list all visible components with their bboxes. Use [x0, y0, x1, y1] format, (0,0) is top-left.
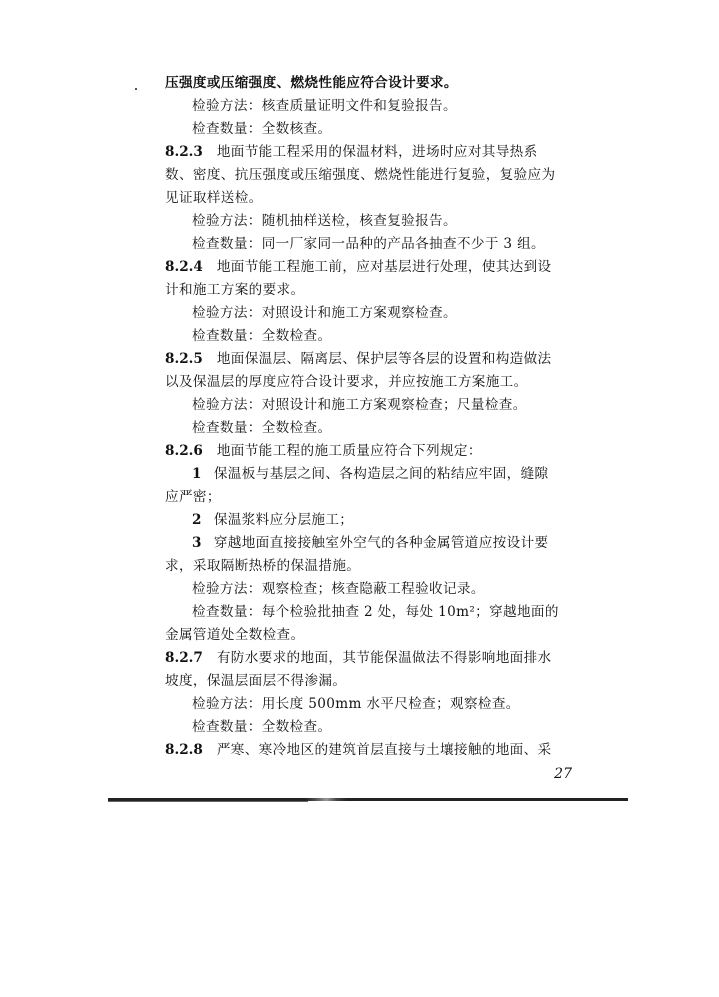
line-text: 保温浆料应分层施工； — [213, 512, 354, 528]
text-line — [192, 210, 575, 232]
line-text: 计和施工方案的要求。 — [165, 282, 305, 298]
line-text: 严寒、寒冷地区的建筑首层直接与土壤接触的地面、采 — [216, 742, 552, 758]
list-item-number: 3 — [192, 535, 202, 551]
clause-line — [165, 348, 575, 370]
text-line — [192, 578, 575, 600]
line-text: 地面节能工程采用的保温材料，进场时应对其导热系 — [216, 144, 538, 160]
clause-number: 8.2.6 — [165, 443, 203, 459]
text-line — [165, 670, 575, 692]
line-text: 检验方法：对照设计和施工方案观察检查；尺量检查。 — [192, 397, 527, 413]
text-line — [165, 164, 575, 186]
line-text: 检查数量：全数核查。 — [192, 121, 332, 137]
clause-number: 8.2.3 — [165, 144, 203, 160]
line-text: 检验方法：对照设计和施工方案观察检查。 — [192, 305, 457, 321]
text-line — [192, 693, 575, 715]
line-text: 压强度或压缩强度、燃烧性能应符合设计要求。 — [165, 75, 458, 91]
line-text: 坡度，保温层面层不得渗漏。 — [165, 673, 347, 689]
line-text: 地面节能工程的施工质量应符合下列规定： — [216, 443, 482, 459]
list-item-line — [192, 532, 575, 554]
line-text: 地面节能工程施工前，应对基层进行处理，使其达到设 — [216, 259, 552, 275]
text-line — [192, 394, 575, 416]
text-line — [165, 72, 575, 94]
text-line — [165, 371, 575, 393]
text-line — [165, 187, 575, 209]
line-text: 应严密； — [165, 489, 221, 505]
line-text: 地面保温层、隔离层、保护层等各层的设置和构造做法 — [216, 351, 552, 367]
clause-number: 8.2.5 — [165, 351, 203, 367]
line-text: 求，采取隔断热桥的保温措施。 — [165, 558, 361, 574]
line-text: 数、密度、抗压强度或压缩强度、燃烧性能进行复验，复验应为 — [165, 167, 556, 183]
text-line — [192, 325, 575, 347]
footer-rule-shadow — [108, 801, 308, 802]
line-text: 检验方法：核查质量证明文件和复验报告。 — [192, 98, 457, 114]
clause-line — [165, 141, 575, 163]
text-line — [192, 118, 575, 140]
line-text: 检验方法：观察检查；核查隐蔽工程验收记录。 — [192, 581, 485, 597]
text-line — [165, 279, 575, 301]
line-text: 检验方法：用长度 500mm 水平尺检查；观察检查。 — [192, 696, 520, 712]
text-line — [192, 302, 575, 324]
list-item-line — [192, 463, 575, 485]
line-text: 检查数量：同一厂家同一品种的产品各抽查不少于 3 组。 — [192, 236, 545, 252]
scan-speck — [135, 88, 137, 90]
line-text: 有防水要求的地面，其节能保温做法不得影响地面排水 — [216, 650, 552, 666]
list-item-number: 2 — [192, 512, 202, 528]
line-text: 穿越地面直接接触室外空气的各种金属管道应按设计要 — [213, 535, 549, 551]
clause-line — [165, 647, 575, 669]
clause-number: 8.2.8 — [165, 742, 203, 758]
text-line — [165, 486, 575, 508]
text-line — [192, 716, 575, 738]
line-text: 以及保温层的厚度应符合设计要求，并应按施工方案施工。 — [165, 374, 528, 390]
text-line — [192, 95, 575, 117]
text-line — [192, 417, 575, 439]
page-number: 27 — [554, 766, 572, 782]
clause-number: 8.2.4 — [165, 259, 203, 275]
text-line — [165, 624, 575, 646]
line-text: 保温板与基层之间、各构造层之间的粘结应牢固，缝隙 — [213, 466, 549, 482]
line-text: 金属管道处全数检查。 — [165, 627, 305, 643]
text-line — [192, 601, 575, 623]
clause-line — [165, 256, 575, 278]
clause-number: 8.2.7 — [165, 650, 203, 666]
clause-line — [165, 739, 575, 761]
list-item-number: 1 — [192, 466, 202, 482]
line-text: 检查数量：全数检查。 — [192, 328, 332, 344]
line-text: 检查数量：全数检查。 — [192, 420, 332, 436]
line-text: 检查数量：全数检查。 — [192, 719, 332, 735]
line-text: 见证取样送检。 — [165, 190, 263, 206]
clause-line — [165, 440, 575, 462]
line-text: 检查数量：每个检验批抽查 2 处，每处 10m²；穿越地面的 — [192, 604, 559, 620]
list-item-line — [192, 509, 575, 531]
text-line — [165, 555, 575, 577]
text-line — [192, 233, 575, 255]
line-text: 检验方法：随机抽样送检，核查复验报告。 — [192, 213, 457, 229]
